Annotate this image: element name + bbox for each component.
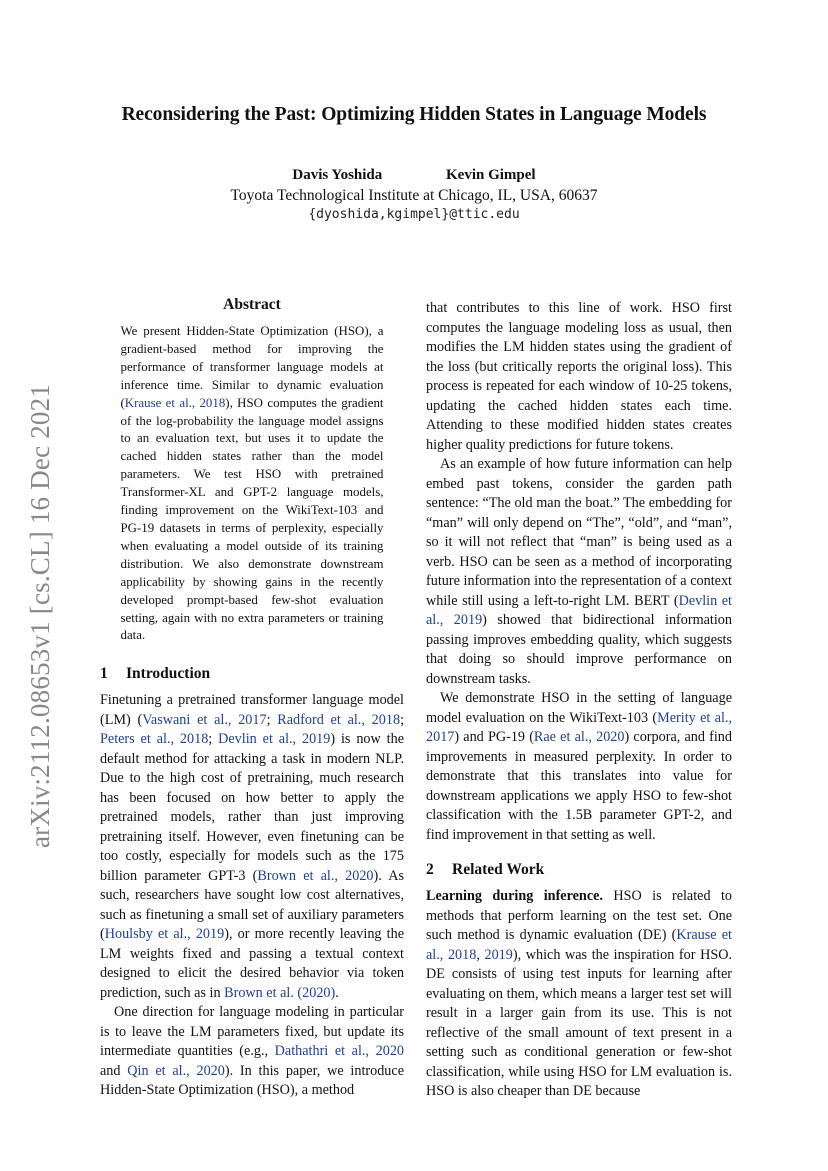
affiliation: Toyota Technological Institute at Chicago, IL, USA, 60637 bbox=[230, 187, 598, 204]
citation-link[interactable]: Peters et al., 2018 bbox=[100, 731, 209, 748]
intro-paragraph-4: We demonstrate HSO in the setting of language model evaluation on the WikiText-103 (Merity et al., 2017) and PG-19 (Rae et al., 2020) corpora, and find improvements in measured perplexity. In order to demonstrate that this translates into value for downstream applications we apply HSO to few-shot classification with the 1.5B parameter GPT-2, and find improvement in that setting as well. bbox=[426, 690, 732, 843]
citation-link[interactable]: 2019 bbox=[484, 946, 513, 963]
left-column bbox=[100, 296, 404, 1101]
citation-link[interactable]: Radford et al., 2018 bbox=[277, 711, 401, 728]
intro-paragraph-2-continued: that contributes to this line of work. HSO first computes the language modeling loss as usual, then modifies the LM hidden states using the gradient of the loss (but critically reports the original loss). This process is repeated for each window of 10-25 tokens, updating the cached hidden states each time. Attending to these modified hidden states creates higher quality predictions for future tokens. bbox=[426, 300, 732, 453]
arxiv-stamp: arXiv:2112.08653v1 [cs.CL] 16 Dec 2021 bbox=[25, 383, 55, 848]
author-2: Kevin Gimpel bbox=[446, 167, 536, 183]
intro-paragraph-3: As an example of how future information can help embed past tokens, consider the garden path sentence: “The old man the boat.” The embedding for “man” will only depend on “The”, “old”, and “man”, so it will not reflect that “man” is being used as a verb. HSO can be seen as a method of incorporating future information into the representation of a context while still using a left-to-right LM. BERT (Devlin et al., 2019) showed that bidirectional information passing improves embedding quality, which suggests that doing so should improve performance on downstream tasks. bbox=[426, 456, 732, 687]
abstract-heading: Abstract bbox=[223, 296, 281, 313]
abstract-text: We present Hidden-State Optimization (HSO), a gradient-based method for improving the performance of transformer language models at inference time. Similar to dynamic evaluation (Krause et al., 2018), HSO computes the gradient of the log-probability the language model assigns to an evaluation text, but uses it to update the cached hidden states rather than the model parameters. We test HSO with pretrained Transformer-XL and GPT-2 language models, finding improvement on the WikiText-103 and PG-19 datasets in terms of perplexity, especially when evaluating a model outside of its training distribution. We also demonstrate downstream applicability by showing gains in the recently developed prompt-based few-shot evaluation setting, again with no extra parameters or training data. bbox=[120, 324, 384, 643]
intro-paragraph-2: One direction for language modeling in particular is to leave the LM parameters fixed, but update its intermediate quantities (e.g., Dathathri et al., 2020 and Qin et al., 2020). In this paper, we introduce Hidden-State Optimization (HSO), a method bbox=[100, 1004, 405, 1099]
section-heading-introduction: 1 Introduction bbox=[100, 665, 211, 683]
author-list bbox=[0, 167, 828, 184]
author-1: Davis Yoshida bbox=[292, 167, 383, 183]
paragraph-runin-heading: Learning during inference. bbox=[426, 888, 603, 904]
author-email: {dyoshida,kgimpel}@ttic.edu bbox=[308, 207, 520, 222]
citation-link[interactable]: Rae et al., 2020 bbox=[533, 729, 625, 745]
section-heading-related-work: 2 Related Work bbox=[426, 861, 545, 878]
citation-link[interactable]: Krause et al., 2018 bbox=[124, 395, 226, 410]
citation-link[interactable]: Krause et al., 2018 bbox=[426, 927, 732, 963]
paper-title: Reconsidering the Past: Optimizing Hidden States in Language Models bbox=[121, 104, 707, 125]
citation-link[interactable]: Qin et al., 2020 bbox=[127, 1062, 225, 1079]
citation-link[interactable]: Merity et al., 2017 bbox=[426, 709, 732, 745]
citation-link[interactable]: Dathathri et al., 2020 bbox=[274, 1043, 405, 1060]
citation-link[interactable]: Vaswani et al., 2017 bbox=[142, 711, 267, 728]
right-column bbox=[426, 299, 732, 1102]
citation-link[interactable]: Brown et al., 2020 bbox=[257, 867, 374, 884]
citation-link[interactable]: Houlsby et al., 2019 bbox=[104, 926, 225, 943]
related-work-paragraph: Learning during inference. HSO is related to methods that perform learning on the test set. One such method is dynamic evaluation (DE) (Krause et al., 2018, 2019), which was the inspiration for HSO. DE consists of using test inputs for learning after evaluating on them, which means a larger test set will result in a larger gain from its use. This is not reflective of the small amount of text present in a setting such as conditional generation or few-shot classification, while using HSO for LM evaluation is. HSO is also cheaper than DE because bbox=[426, 888, 733, 1099]
intro-paragraph-1: Finetuning a pretrained transformer language model (LM) (Vaswani et al., 2017; Radford et al., 2018; Peters et al., 2018; Devlin et al., 2019) is now the default method for attacking a task in modern NLP. Due to the high cost of pretraining, much research has been focused on how better to apply the pretrained models, rather than just improving pretraining itself. However, even finetuning can be too costly, especially for models such as the 175 billion parameter GPT-3 (Brown et al., 2020). As such, researchers have sought low cost alternatives, such as finetuning a small set of auxiliary parameters (Houlsby et al., 2019), or more recently leaving the LM weights fixed and passing a textual context designed to elicit the desired behavior via token prediction, such as in Brown et al. (2020). bbox=[100, 692, 405, 1001]
citation-link[interactable]: Devlin et al., 2019 bbox=[218, 731, 331, 748]
citation-link[interactable]: Brown et al. (2020) bbox=[224, 984, 336, 1001]
citation-link[interactable]: Devlin et al., 2019 bbox=[426, 592, 732, 628]
